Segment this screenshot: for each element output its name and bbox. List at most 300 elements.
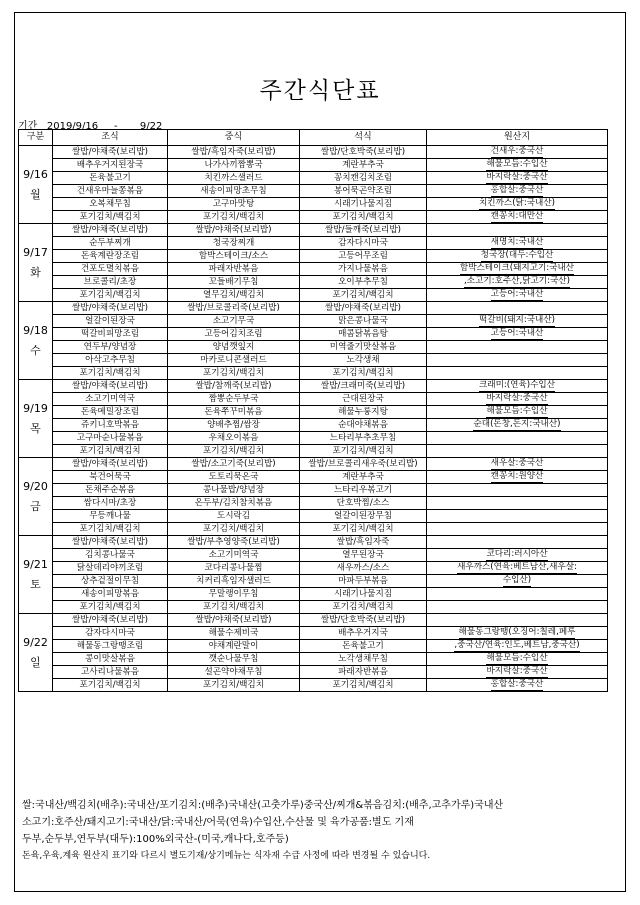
- menu-row: [19, 276, 608, 289]
- period-label: 기간 2019/9/16 - 9/22: [18, 121, 163, 132]
- cell-text: 순두부찌개: [89, 237, 131, 248]
- lunch-cell: [168, 549, 300, 562]
- menu-row: [19, 211, 608, 224]
- cell-text: 포기김치/백김치: [202, 679, 264, 690]
- day-weekday: 화: [30, 265, 41, 279]
- lunch-cell: [168, 601, 300, 614]
- menu-row: [19, 185, 608, 198]
- dinner-cell: [300, 406, 427, 419]
- day-weekday: 토: [30, 577, 41, 591]
- menu-row: [19, 510, 608, 523]
- breakfast-cell: [53, 406, 168, 419]
- dinner-cell: [300, 666, 427, 679]
- origin-cell: [427, 536, 608, 549]
- lunch-cell: [168, 406, 300, 419]
- origin-cell: [427, 354, 608, 367]
- cell-text: ,소고기:호주산,닭고기:국산): [464, 276, 570, 286]
- origin-cell: [427, 172, 608, 185]
- cell-text: 포기김치/백김치: [79, 211, 141, 222]
- cell-text: 포기김치/백김치: [202, 445, 264, 456]
- origin-cell: [427, 315, 608, 328]
- cell-text: 돈채주순볶음: [85, 484, 135, 495]
- dinner-cell: [300, 224, 427, 237]
- cell-text: 콩나물밥/양념장: [202, 484, 264, 495]
- cell-text: 함박스테이크/소스: [198, 250, 269, 261]
- cell-text: 닭살데리야끼조림: [76, 562, 144, 573]
- cell-text: 포기김치/백김치: [202, 601, 264, 612]
- cell-text: 도시락김: [216, 510, 251, 521]
- menu-row: [19, 172, 608, 185]
- lunch-cell: [168, 354, 300, 367]
- menu-row: [19, 341, 608, 354]
- cell-text: 쌀밥/야채죽(보리밥): [71, 458, 148, 469]
- breakfast-cell: [53, 640, 168, 653]
- menu-row: [19, 380, 608, 393]
- cell-text: 순대(돈창,돈지:국내산): [473, 419, 561, 429]
- cell-text: 코다리:러시아산: [486, 549, 548, 559]
- cell-text: 근대된장국: [342, 393, 384, 404]
- breakfast-cell: [53, 172, 168, 185]
- cell-text: ,중국산/연육:인도,베트남,중국산): [454, 640, 580, 650]
- menu-row: [19, 237, 608, 250]
- cell-text: 쌀밥/브로콜리죽(보리밥): [187, 302, 280, 313]
- origin-cell: [427, 614, 608, 627]
- cell-text: 파래자반볶음: [208, 263, 259, 274]
- cell-text: 연두부/양념장: [83, 341, 137, 352]
- cell-text: 돈육쭈꾸미볶음: [204, 406, 263, 417]
- lunch-cell: [168, 224, 300, 237]
- origin-cell: [427, 588, 608, 601]
- cell-text: 새우살:중국산: [490, 458, 544, 468]
- cell-text: 감자다시마국: [85, 627, 135, 638]
- cell-text: 포기김치/백김치: [79, 679, 141, 690]
- day-label: [19, 458, 53, 536]
- lunch-cell: [168, 614, 300, 627]
- cell-text: 쌀밥/야채죽(보리밥): [71, 302, 148, 313]
- menu-row: [19, 198, 608, 211]
- dinner-cell: [300, 341, 427, 354]
- cell-text: 고구마순나물볶음: [76, 432, 144, 443]
- cell-text: 바지락살:중국산: [486, 666, 548, 676]
- breakfast-cell: [53, 497, 168, 510]
- cell-text: 포기김치/백김치: [332, 601, 394, 612]
- day-label: [19, 302, 53, 380]
- origin-cell: [427, 471, 608, 484]
- dinner-cell: [300, 419, 427, 432]
- cell-text: 건새우:중국산: [490, 146, 544, 156]
- cell-text: 느타리부추초무침: [329, 432, 397, 443]
- cell-text: 단호박찜/소스: [336, 497, 390, 508]
- menu-row: [19, 224, 608, 237]
- cell-text: 오이부추무침: [338, 276, 388, 287]
- cell-text: 포기김치/백김치: [79, 601, 141, 612]
- origin-cell: [427, 380, 608, 393]
- dinner-cell: [300, 172, 427, 185]
- cell-text: 꼬들배기무침: [208, 276, 259, 287]
- lunch-cell: [168, 302, 300, 315]
- lunch-cell: [168, 484, 300, 497]
- cell-text: 쌀밥/단호박죽(보리밥): [320, 614, 406, 625]
- dinner-cell: [300, 510, 427, 523]
- dinner-cell: [300, 627, 427, 640]
- breakfast-cell: [53, 146, 168, 159]
- cell-text: 수입산): [502, 575, 532, 585]
- header-row: [19, 130, 608, 146]
- lunch-cell: [168, 328, 300, 341]
- cell-text: 치킨까스샐러드: [204, 172, 263, 183]
- lunch-cell: [168, 627, 300, 640]
- cell-text: 쌀밥/단호박죽(보리밥): [320, 146, 406, 157]
- cell-text: 얼갈이된장무침: [333, 510, 393, 521]
- cell-text: 쌀밥/참깨죽(보리밥): [195, 380, 272, 391]
- breakfast-cell: [53, 289, 168, 302]
- cell-text: 무등깨나물: [89, 510, 131, 521]
- menu-row: [19, 159, 608, 172]
- cell-text: 고등어:국내산: [490, 289, 544, 299]
- origin-cell: [427, 419, 608, 432]
- origin-cell: [427, 302, 608, 315]
- cell-text: 김치콩나물국: [85, 549, 135, 560]
- breakfast-cell: [53, 523, 168, 536]
- note-line: 쌀:국내산/백김치(배추):국내산/포기김치:(배추)국내산(고춧가루)중국산/찌개&볶음김치:(배추,고추가루)국내산: [22, 800, 504, 811]
- cell-text: 함박스테이크(돼지고기:국내산: [459, 263, 575, 273]
- cell-text: 열무김치/백김치: [202, 289, 264, 300]
- lunch-cell: [168, 666, 300, 679]
- dinner-cell: [300, 432, 427, 445]
- cell-text: 포기김치/백김치: [332, 523, 394, 534]
- breakfast-cell: [53, 250, 168, 263]
- cell-text: 청국장찌개: [212, 237, 255, 248]
- origin-cell: [427, 276, 608, 289]
- day-weekday: 일: [30, 655, 41, 669]
- menu-row: [19, 406, 608, 419]
- header-dinner: 석식: [300, 130, 427, 146]
- cell-text: 매콤닭볶음탕: [338, 328, 388, 339]
- menu-row: [19, 458, 608, 471]
- header-breakfast: 조식: [53, 130, 168, 146]
- cell-text: 무말랭이무침: [208, 588, 259, 599]
- cell-text: 코다리콩나물찜: [204, 562, 263, 573]
- menu-row: [19, 601, 608, 614]
- origin-cell: [427, 367, 608, 380]
- cell-text: 나가사끼짬뽕국: [204, 159, 263, 170]
- origin-cell: [427, 549, 608, 562]
- menu-row: [19, 497, 608, 510]
- cell-text: 크래미:(연육)수입산: [478, 380, 555, 390]
- cell-text: 꽁치캔김치조림: [333, 172, 393, 183]
- cell-text: 계란부추국: [342, 159, 384, 170]
- cell-text: 홍합살:중국산: [490, 679, 544, 689]
- dinner-cell: [300, 458, 427, 471]
- origin-cell: [427, 627, 608, 640]
- menu-row: [19, 627, 608, 640]
- breakfast-cell: [53, 198, 168, 211]
- cell-text: 청국장(대두:수입산: [480, 250, 554, 260]
- page-title: 주간식단표: [259, 78, 381, 104]
- cell-text: 포기김치/백김치: [332, 679, 394, 690]
- lunch-cell: [168, 159, 300, 172]
- origin-cell: [427, 510, 608, 523]
- breakfast-cell: [53, 328, 168, 341]
- dinner-cell: [300, 601, 427, 614]
- cell-text: 쌈다시마/초장: [83, 497, 137, 508]
- breakfast-cell: [53, 185, 168, 198]
- menu-row: [19, 302, 608, 315]
- dinner-cell: [300, 640, 427, 653]
- notes-section: [22, 797, 622, 865]
- cell-text: 바지락살:중국산: [486, 172, 548, 182]
- lunch-cell: [168, 198, 300, 211]
- lunch-cell: [168, 393, 300, 406]
- note-line: 돈육,우육,계육 원산지 표기와 다르시 별도기재/상기메뉴는 식자재 수급 사정에 따라 변경될 수 있습니다.: [22, 851, 431, 861]
- breakfast-cell: [53, 354, 168, 367]
- cell-text: 미역줄기맛살볶음: [329, 341, 397, 352]
- cell-text: 떡갈비(돼지:국내산): [478, 315, 555, 325]
- cell-text: 치커리흑임자샐러드: [196, 575, 271, 586]
- dinner-cell: [300, 315, 427, 328]
- origin-cell: [427, 666, 608, 679]
- cell-text: 오복채무침: [89, 198, 131, 209]
- cell-text: 포기김치/백김치: [202, 523, 264, 534]
- cell-text: 설곤약야채무침: [204, 666, 263, 677]
- cell-text: 해물동그랑땡(오징어:칠레,페루: [458, 627, 576, 637]
- lunch-cell: [168, 172, 300, 185]
- breakfast-cell: [53, 445, 168, 458]
- lunch-cell: [168, 146, 300, 159]
- header-lunch: 중식: [168, 130, 300, 146]
- menu-row: [19, 393, 608, 406]
- day-date: 9/22: [23, 635, 48, 649]
- cell-text: 쌀밥/흑임자죽: [336, 536, 390, 547]
- cell-text: 새송이피망초무침: [200, 185, 267, 196]
- cell-text: 포기김치/백김치: [332, 367, 394, 378]
- cell-text: 소고기미역국: [208, 549, 259, 560]
- breakfast-cell: [53, 302, 168, 315]
- dinner-cell: [300, 380, 427, 393]
- breakfast-cell: [53, 510, 168, 523]
- cell-text: 돈육불고기: [89, 172, 131, 183]
- dinner-cell: [300, 562, 427, 575]
- menu-row: [19, 562, 608, 575]
- cell-text: 고등어김치조림: [204, 328, 263, 339]
- lunch-cell: [168, 185, 300, 198]
- dinner-cell: [300, 653, 427, 666]
- breakfast-cell: [53, 458, 168, 471]
- day-date: 9/20: [23, 479, 48, 493]
- origin-cell: [427, 497, 608, 510]
- menu-row: [19, 146, 608, 159]
- cell-text: 돈육불고기: [342, 640, 384, 651]
- note-line: 소고기:호주산/돼지고기:국내산/닭:국내산/어묵(연육)수입산,수산물 및 육가공품:별도 기재: [22, 817, 414, 828]
- header-division: 구분: [19, 130, 53, 146]
- lunch-cell: [168, 653, 300, 666]
- dinner-cell: [300, 614, 427, 627]
- cell-text: 고구마맛탕: [212, 198, 255, 209]
- origin-cell: [427, 653, 608, 666]
- menu-row: [19, 354, 608, 367]
- cell-text: 가지나물볶음: [338, 263, 388, 274]
- origin-cell: [427, 289, 608, 302]
- cell-text: 노각생채: [346, 354, 380, 365]
- cell-text: 쥬키니호박볶음: [80, 419, 140, 430]
- breakfast-cell: [53, 315, 168, 328]
- cell-text: 느타리우볶고기: [333, 484, 393, 495]
- cell-text: 마파두부볶음: [338, 575, 388, 586]
- day-weekday: 금: [30, 499, 41, 513]
- cell-text: 건새우마늘쫑볶음: [76, 185, 144, 196]
- menu-row: [19, 250, 608, 263]
- cell-text: 캔꽁치:대만산: [490, 211, 544, 221]
- cell-text: 시래기나물지짐: [333, 588, 393, 599]
- lunch-cell: [168, 523, 300, 536]
- breakfast-cell: [53, 601, 168, 614]
- cell-text: 시래기나물지짐: [333, 198, 393, 209]
- cell-text: 배추우거지된장국: [76, 159, 144, 170]
- cell-text: 계란부추국: [342, 471, 384, 482]
- menu-row: [19, 640, 608, 653]
- lunch-cell: [168, 497, 300, 510]
- dinner-cell: [300, 354, 427, 367]
- breakfast-cell: [53, 432, 168, 445]
- lunch-cell: [168, 341, 300, 354]
- origin-cell: [427, 146, 608, 159]
- cell-text: 열무된장국: [342, 549, 384, 560]
- cell-text: 쌀밥/소고기죽(보리밥): [191, 458, 276, 469]
- lunch-cell: [168, 289, 300, 302]
- lunch-cell: [168, 276, 300, 289]
- cell-text: 포기김치/백김치: [79, 445, 141, 456]
- origin-cell: [427, 211, 608, 224]
- breakfast-cell: [53, 666, 168, 679]
- menu-row: [19, 549, 608, 562]
- menu-row: [19, 289, 608, 302]
- origin-cell: [427, 484, 608, 497]
- day-label: [19, 536, 53, 614]
- origin-cell: [427, 640, 608, 653]
- cell-text: 고등어:국내산: [490, 328, 544, 338]
- lunch-cell: [168, 315, 300, 328]
- lunch-cell: [168, 211, 300, 224]
- cell-text: 야채계란말이: [208, 640, 259, 651]
- menu-body: [19, 146, 608, 692]
- cell-text: 고사리나물볶음: [80, 666, 140, 677]
- dinner-cell: [300, 367, 427, 380]
- cell-text: 쌀밥/야채죽(보리밥): [71, 146, 148, 157]
- cell-text: 얼갈이된장국: [85, 315, 135, 326]
- dinner-cell: [300, 679, 427, 692]
- cell-text: 감자다시마국: [338, 237, 388, 248]
- cell-text: 쌀밥/크래미죽(보리밥): [320, 380, 406, 391]
- day-weekday: 수: [30, 343, 41, 357]
- lunch-cell: [168, 445, 300, 458]
- cell-text: 도토리묵온국: [208, 471, 259, 482]
- dinner-cell: [300, 263, 427, 276]
- cell-text: 쌀밥/야채죽(보리밥): [324, 302, 401, 313]
- cell-text: 쌀밥/들깨죽(보리밥): [324, 224, 401, 235]
- dinner-cell: [300, 575, 427, 588]
- lunch-cell: [168, 367, 300, 380]
- cell-text: 깻순나물무침: [208, 653, 259, 664]
- day-label: [19, 614, 53, 692]
- origin-cell: [427, 562, 608, 575]
- lunch-cell: [168, 562, 300, 575]
- cell-text: 쌀밥/부추영양죽(보리밥): [187, 536, 280, 547]
- cell-text: 포기김치/백김치: [332, 289, 394, 300]
- cell-text: 새명치:국내산: [490, 237, 544, 247]
- dinner-cell: [300, 302, 427, 315]
- dinner-cell: [300, 328, 427, 341]
- breakfast-cell: [53, 211, 168, 224]
- cell-text: 쌀밥/야채죽(보리밥): [71, 380, 148, 391]
- cell-text: 해물모듬:수입산: [486, 159, 548, 169]
- cell-text: 쌀밥/야채죽(보리밥): [195, 224, 272, 235]
- origin-cell: [427, 328, 608, 341]
- origin-cell: [427, 159, 608, 172]
- cell-text: 봉어묵곤약조림: [333, 185, 393, 196]
- cell-text: 포기김치/백김치: [79, 523, 141, 534]
- cell-text: 소고기미역국: [85, 393, 135, 404]
- dinner-cell: [300, 276, 427, 289]
- menu-row: [19, 523, 608, 536]
- cell-text: 고등어무조림: [338, 250, 388, 261]
- cell-text: 캔꽁치:원양산: [490, 471, 544, 481]
- breakfast-cell: [53, 393, 168, 406]
- breakfast-cell: [53, 224, 168, 237]
- origin-cell: [427, 185, 608, 198]
- dinner-cell: [300, 484, 427, 497]
- cell-text: 쌀밥/흑임자죽(보리밥): [191, 146, 276, 157]
- cell-text: 맑은콩나물국: [338, 315, 388, 326]
- origin-cell: [427, 237, 608, 250]
- dinner-cell: [300, 146, 427, 159]
- cell-text: 노각생채무침: [338, 653, 388, 664]
- breakfast-cell: [53, 536, 168, 549]
- cell-text: 새우까스(연육:베트남산,새우살:: [457, 562, 577, 572]
- breakfast-cell: [53, 614, 168, 627]
- cell-text: 홍합살:중국산: [490, 185, 544, 195]
- dinner-cell: [300, 250, 427, 263]
- menu-row: [19, 653, 608, 666]
- origin-cell: [427, 341, 608, 354]
- day-date: 9/18: [23, 323, 48, 337]
- cell-text: 포기김치/백김치: [332, 445, 394, 456]
- breakfast-cell: [53, 679, 168, 692]
- dinner-cell: [300, 237, 427, 250]
- menu-row: [19, 666, 608, 679]
- menu-row: [19, 679, 608, 692]
- breakfast-cell: [53, 276, 168, 289]
- day-weekday: 월: [30, 187, 41, 201]
- cell-text: 소고기무국: [212, 315, 255, 326]
- dinner-cell: [300, 549, 427, 562]
- cell-text: 쌀밥/야채죽(보리밥): [71, 536, 148, 547]
- lunch-cell: [168, 575, 300, 588]
- dinner-cell: [300, 289, 427, 302]
- dinner-cell: [300, 185, 427, 198]
- menu-row: [19, 614, 608, 627]
- cell-text: 양배추찜/쌈장: [207, 419, 260, 430]
- cell-text: 돈육메밀장조림: [80, 406, 140, 417]
- dinner-cell: [300, 159, 427, 172]
- day-date: 9/17: [23, 245, 48, 259]
- breakfast-cell: [53, 341, 168, 354]
- day-label: [19, 380, 53, 458]
- dinner-cell: [300, 445, 427, 458]
- breakfast-cell: [53, 419, 168, 432]
- lunch-cell: [168, 263, 300, 276]
- menu-row: [19, 575, 608, 588]
- lunch-cell: [168, 458, 300, 471]
